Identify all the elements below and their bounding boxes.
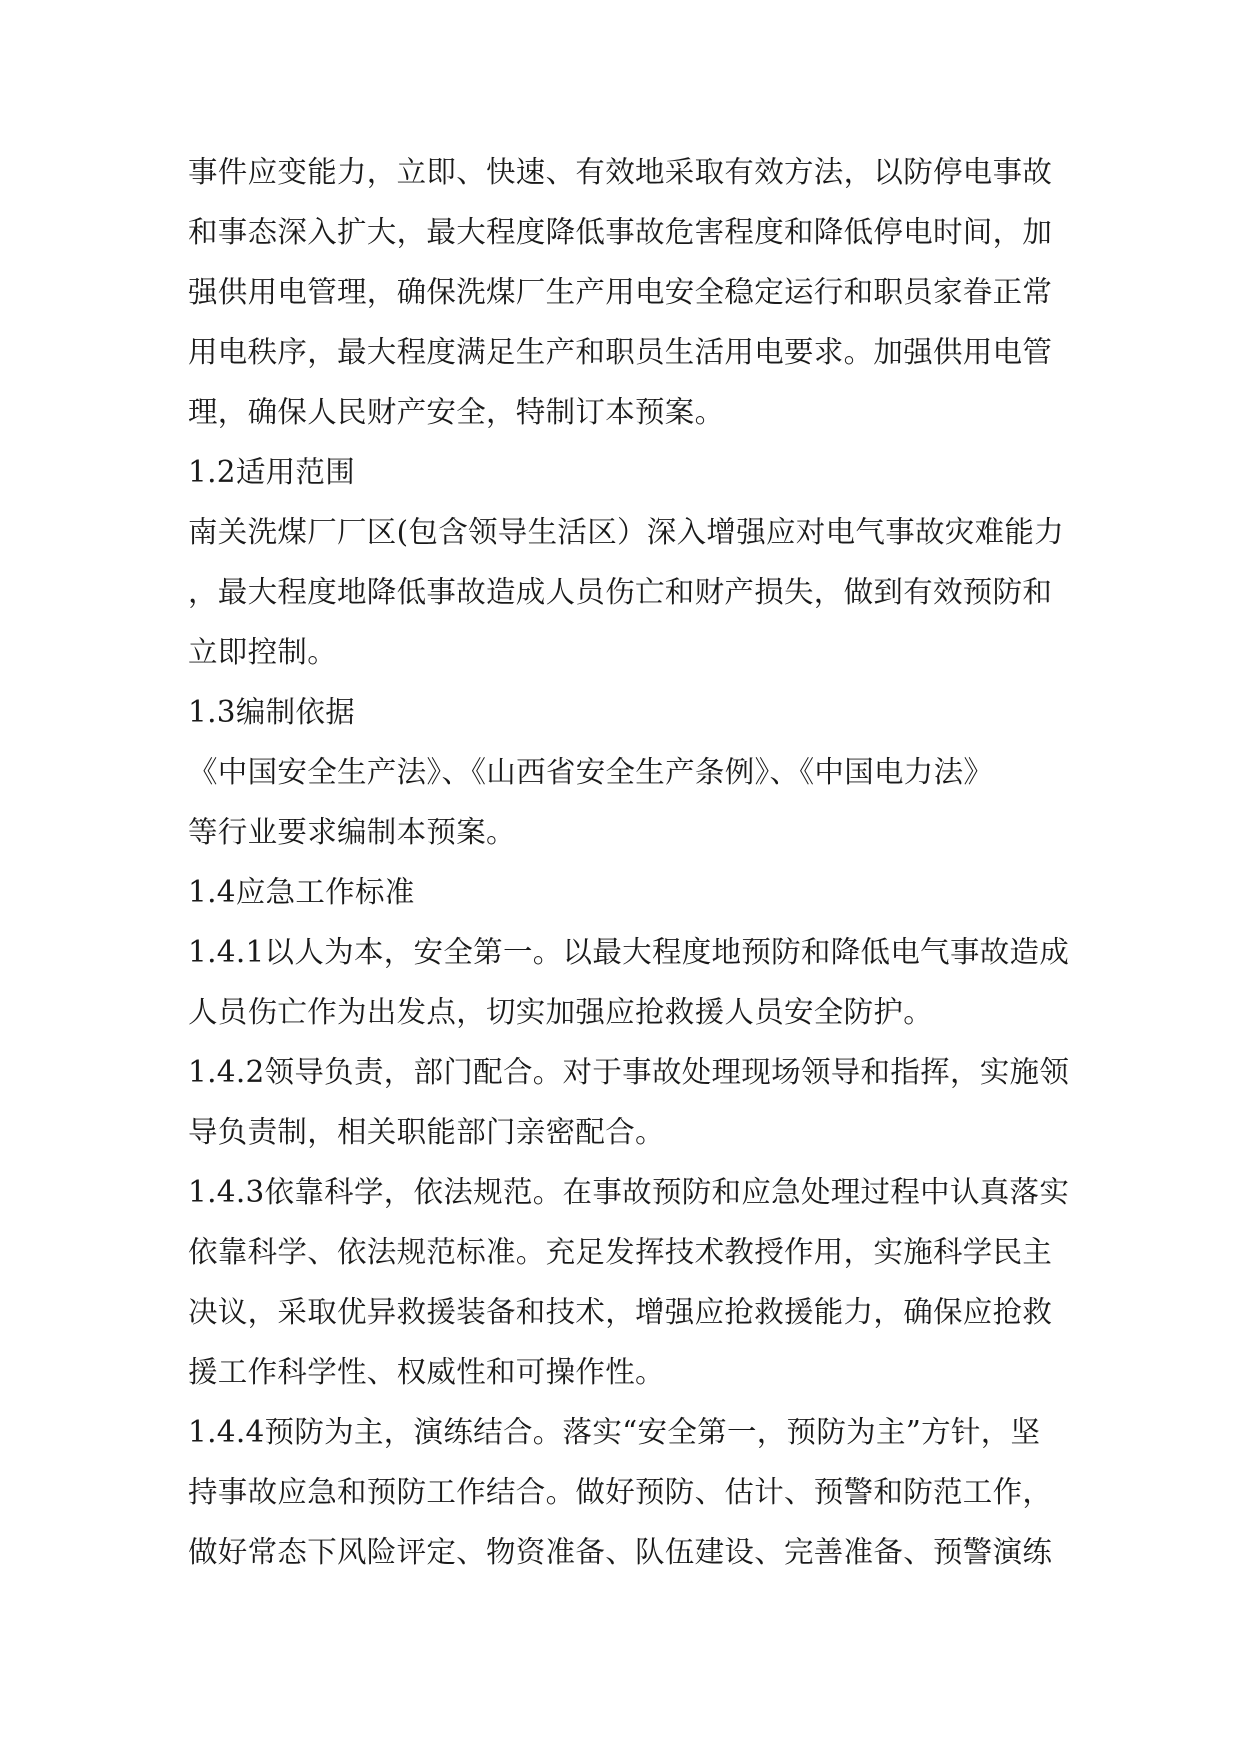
text-line: 人员伤亡作为出发点，切实加强应抢救援人员安全防护。 bbox=[188, 995, 934, 1029]
text-line: 南关洗煤厂厂区(包含领导生活区）深入增强应对电气事故灾难能力 bbox=[188, 515, 1065, 549]
section-heading-1-2 bbox=[188, 442, 1068, 502]
document-body bbox=[188, 142, 1068, 1582]
section-heading-1-3 bbox=[188, 682, 1068, 742]
principle-1-4-4 bbox=[188, 1402, 1068, 1582]
scope-paragraph bbox=[188, 502, 1068, 682]
text-line: 等行业要求编制本预案。 bbox=[188, 815, 516, 849]
intro-paragraph bbox=[188, 142, 1068, 442]
text-line: 理，确保人民财产安全，特制订本预案。 bbox=[188, 395, 725, 429]
text-line: 1.4.4预防为主，演练结合。落实“安全第一，预防为主”方针，坚 bbox=[188, 1415, 1041, 1449]
principle-1-4-2 bbox=[188, 1042, 1068, 1162]
section-heading-1-4 bbox=[188, 862, 1068, 922]
text-line: 依靠科学、依法规范标准。充足发挥技术教授作用，实施科学民主 bbox=[188, 1235, 1053, 1269]
basis-paragraph bbox=[188, 742, 1068, 862]
text-line: 1.4.3依靠科学，依法规范。在事故预防和应急处理过程中认真落实 bbox=[188, 1175, 1070, 1209]
text-line: 1.4.2领导负责，部门配合。对于事故处理现场领导和指挥，实施领 bbox=[188, 1055, 1070, 1089]
heading-text: 1.2适用范围 bbox=[188, 455, 356, 489]
heading-text: 1.4应急工作标准 bbox=[188, 875, 415, 909]
text-line: 援工作科学性、权威性和可操作性。 bbox=[188, 1355, 665, 1389]
text-line: 持事故应急和预防工作结合。做好预防、估计、预警和防范工作， bbox=[188, 1475, 1053, 1509]
heading-text: 1.3编制依据 bbox=[188, 695, 356, 729]
text-line: ，最大程度地降低事故造成人员伤亡和财产损失，做到有效预防和 bbox=[188, 575, 1053, 609]
principle-1-4-3 bbox=[188, 1162, 1068, 1402]
text-line: 和事态深入扩大，最大程度降低事故危害程度和降低停电时间，加 bbox=[188, 215, 1053, 249]
text-line: 1.4.1以人为本，安全第一。以最大程度地预防和降低电气事故造成 bbox=[188, 935, 1070, 969]
text-line: 做好常态下风险评定、物资准备、队伍建设、完善准备、预警演练 bbox=[188, 1535, 1053, 1569]
text-line: 决议，采取优异救援装备和技术，增强应抢救援能力，确保应抢救 bbox=[188, 1295, 1053, 1329]
text-line: 《中国安全生产法》、《山西省安全生产条例》、《中国电力法》 bbox=[188, 755, 994, 789]
text-line: 事件应变能力，立即、快速、有效地采取有效方法，以防停电事故 bbox=[188, 155, 1053, 189]
text-line: 立即控制。 bbox=[188, 635, 338, 669]
text-line: 强供用电管理，确保洗煤厂生产用电安全稳定运行和职员家眷正常 bbox=[188, 275, 1053, 309]
text-line: 用电秩序，最大程度满足生产和职员生活用电要求。加强供用电管 bbox=[188, 335, 1053, 369]
principle-1-4-1 bbox=[188, 922, 1068, 1042]
text-line: 导负责制，相关职能部门亲密配合。 bbox=[188, 1115, 665, 1149]
